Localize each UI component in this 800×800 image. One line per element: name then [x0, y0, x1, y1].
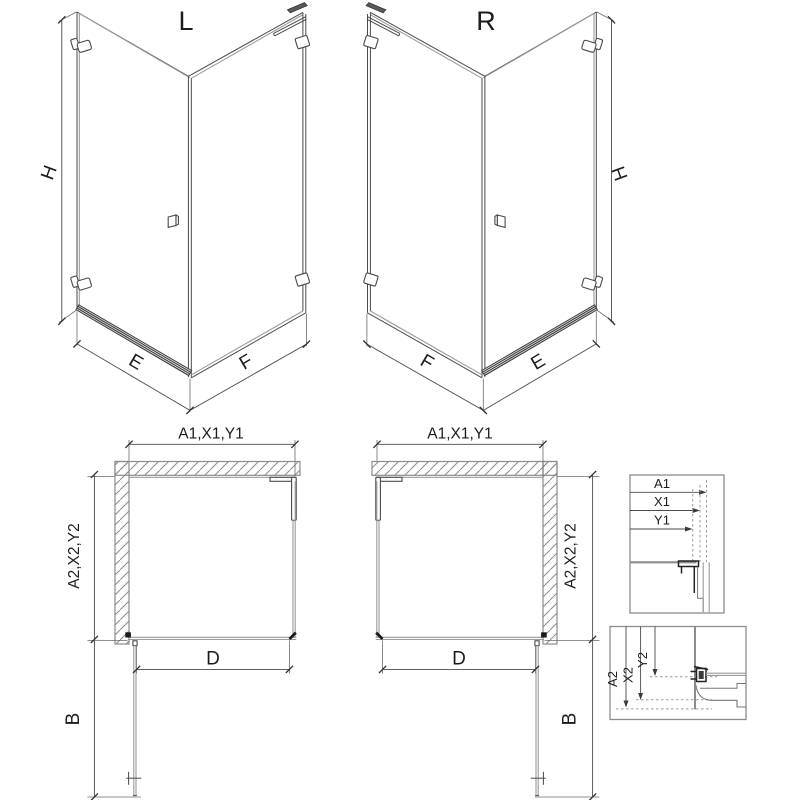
iso-view-right: [363, 3, 632, 414]
detail-box-horizontal: [630, 475, 724, 613]
detail-dim-x2: X2: [620, 667, 636, 683]
detail-dim-y2: Y2: [635, 652, 650, 668]
plan-view-right: [372, 426, 600, 800]
detail-dim-a1: A1: [654, 476, 670, 491]
dim-label-top-right-plan: A1,X1,Y1: [427, 425, 493, 443]
door-pivot: [541, 632, 547, 637]
dim-label-door-right-plan: B: [559, 712, 581, 726]
dim-label-opening-left-plan: D: [206, 648, 220, 670]
dim-label-opening-right-plan: D: [452, 648, 466, 670]
wall-hatch-left: [115, 462, 129, 645]
dim-label-height-left: H: [37, 162, 62, 183]
wall-hatch-top: [115, 462, 300, 476]
door-swing-open: [531, 641, 546, 796]
side-glass-panel: [376, 477, 402, 637]
wall-profile-section: [679, 561, 710, 612]
tray-profile-section: [691, 667, 747, 708]
plan-view-left: [63, 426, 300, 800]
dim-label-door-left-plan: B: [63, 712, 84, 726]
wall-hatch-top: [372, 462, 557, 476]
dim-label-side-width-right: F: [416, 350, 438, 375]
detail-dim-y1: Y1: [654, 512, 670, 528]
dim-label-top-left-plan: A1,X1,Y1: [178, 425, 244, 443]
wall-hatch-right: [543, 462, 557, 645]
dim-label-side-left-plan: A2,X2,Y2: [66, 523, 83, 589]
side-glass-panel: [270, 477, 296, 637]
detail-dim-x1: X1: [654, 494, 670, 510]
dim-label-door-width-left: E: [124, 350, 147, 375]
detail-box-vertical: [605, 627, 746, 720]
detail-dim-a2: A2: [605, 671, 620, 687]
iso-view-left: [37, 3, 310, 414]
dim-label-side-width-left: F: [235, 350, 257, 375]
door-pivot: [125, 632, 131, 637]
dim-label-height-right: H: [608, 163, 633, 184]
variant-label-right: R: [476, 6, 496, 36]
variant-label-left: L: [178, 6, 194, 36]
dim-label-side-right-plan: A2,X2,Y2: [562, 523, 580, 589]
dim-label-door-width-right: E: [527, 350, 550, 375]
door-swing-open: [126, 641, 141, 796]
